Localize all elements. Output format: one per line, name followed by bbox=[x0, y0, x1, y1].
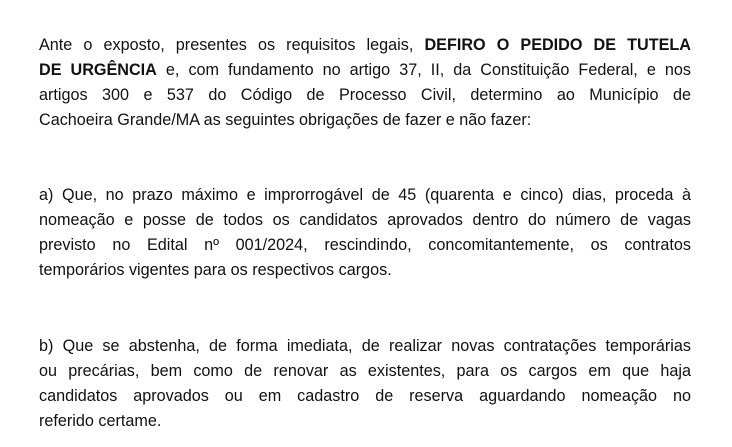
decision-line-2 bbox=[39, 58, 691, 83]
obligation-a-line-1: a) Que, no prazo máximo e improrrogável de 45 (quarenta e cinco) dias, proceda à bbox=[39, 186, 691, 204]
obligation-a-line-4: temporários vigentes para os respectivos cargos. bbox=[39, 261, 392, 279]
obligation-a-paragraph bbox=[39, 183, 691, 283]
obligation-b-paragraph bbox=[39, 334, 691, 434]
decision-line-2-text: e, com fundamento no artigo 37, II, da Constituição Federal, e nos bbox=[156, 61, 691, 79]
obligation-a-line-3: previsto no Edital nº 001/2024, rescindindo, concomitantemente, os contratos bbox=[39, 236, 691, 254]
obligation-b-line-2: ou precárias, bem como de renovar as existentes, para os cargos em que haja bbox=[39, 362, 691, 380]
obligation-b-line-4: referido certame. bbox=[39, 412, 162, 430]
decision-line-4: Cachoeira Grande/MA as seguintes obrigações de fazer e não fazer: bbox=[39, 111, 532, 129]
decision-paragraph bbox=[39, 33, 691, 133]
decision-line-3: artigos 300 e 537 do Código de Processo Civil, determino ao Município de bbox=[39, 86, 691, 104]
obligation-a-line-2: nomeação e posse de todos os candidatos aprovados dentro do número de vagas bbox=[39, 211, 691, 229]
decision-line-1-text: Ante o exposto, presentes os requisitos legais, bbox=[39, 36, 425, 54]
obligation-b-line-1: b) Que se abstenha, de forma imediata, de realizar novas contratações temporárias bbox=[39, 337, 691, 355]
obligation-b-line-3: candidatos aprovados ou em cadastro de reserva aguardando nomeação no bbox=[39, 387, 691, 405]
decision-bold-text-2: DE URGÊNCIA bbox=[39, 61, 157, 79]
decision-bold-text-1: DEFIRO O PEDIDO DE TUTELA bbox=[424, 36, 691, 54]
decision-line-1 bbox=[39, 33, 691, 58]
